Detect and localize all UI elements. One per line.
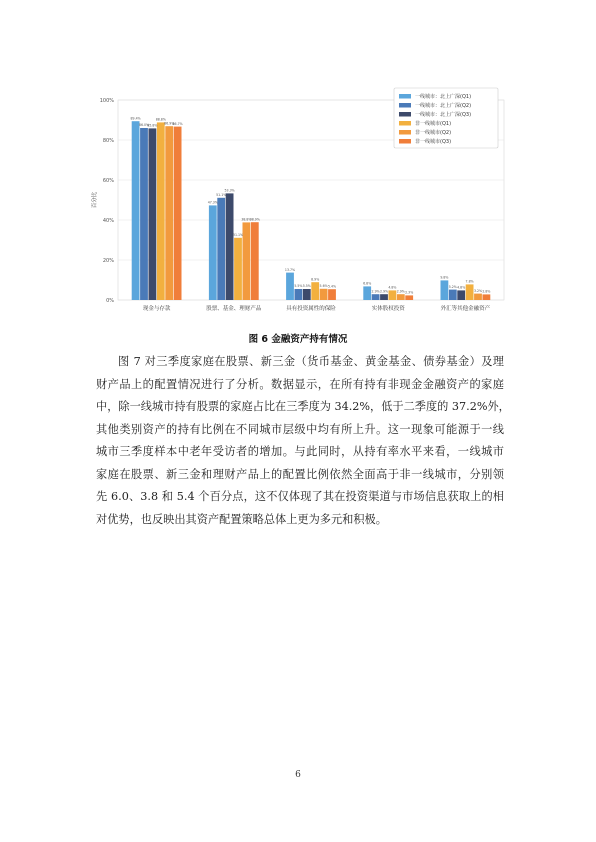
legend-swatch xyxy=(399,139,411,144)
paragraph-line: 图 7 对三季度家庭在股票、新三金（货币基金、黄金基金、债券基金）及理 xyxy=(118,355,504,368)
legend-swatch xyxy=(399,130,411,135)
bar xyxy=(243,222,251,300)
bar xyxy=(457,290,465,300)
y-tick-label: 100% xyxy=(99,97,114,104)
bar xyxy=(311,282,319,300)
data-label: 2.9% xyxy=(396,289,405,294)
bar xyxy=(483,294,491,300)
data-label: 88.8% xyxy=(155,117,166,122)
paragraph-line: 对优势，也反映出其资产配置策略总体上更为多元和积极。 xyxy=(96,512,387,526)
bar xyxy=(474,294,482,300)
paragraph-line: 财产品上的配置情况进行了分析。数据显示，在所有持有非现金金融资产的家庭 xyxy=(96,377,504,391)
bar xyxy=(328,289,336,300)
bar xyxy=(209,205,217,300)
legend-swatch xyxy=(399,121,411,126)
data-label: 53.3% xyxy=(224,188,235,193)
data-label: 5.6% xyxy=(319,284,328,288)
data-label: 5.5% xyxy=(302,284,311,289)
bar xyxy=(234,238,242,300)
bar xyxy=(449,290,457,300)
bar xyxy=(226,193,234,300)
legend-swatch xyxy=(399,112,411,117)
bar xyxy=(140,128,148,300)
bar xyxy=(157,122,165,300)
bar xyxy=(397,294,405,300)
y-tick-label: 60% xyxy=(102,177,114,184)
y-tick-label: 20% xyxy=(102,257,114,264)
bar xyxy=(303,289,311,300)
paragraph-line: 先 6.0、3.8 和 5.4 个百分点，这不仅体现了其在投资渠道与市场信息获取上的相 xyxy=(96,490,504,503)
bar xyxy=(174,127,182,300)
data-label: 2.9% xyxy=(379,289,389,294)
bar xyxy=(165,126,173,300)
bar xyxy=(441,280,449,300)
bar xyxy=(466,284,474,300)
x-tick-label: 具有投资属性的保险 xyxy=(286,306,336,312)
legend-label: 非一线城市(Q3) xyxy=(415,139,452,145)
y-tick-label: 40% xyxy=(102,217,114,224)
data-label: 5.4% xyxy=(327,284,337,289)
legend-label: 非一线城市(Q2) xyxy=(415,130,452,136)
data-label: 86.0% xyxy=(138,123,150,128)
bar xyxy=(380,294,388,300)
body-paragraph xyxy=(96,351,510,531)
y-tick-label: 80% xyxy=(102,137,114,144)
bar xyxy=(217,198,225,300)
bar xyxy=(132,121,140,300)
bar xyxy=(405,295,413,300)
data-label: 7.8% xyxy=(465,279,474,284)
data-label: 38.8% xyxy=(241,217,252,222)
page-number: 6 xyxy=(295,770,301,780)
legend-label: 一线城市：北上广深(Q1) xyxy=(415,94,472,100)
data-label: 89.4% xyxy=(130,116,141,121)
data-label: 31.1% xyxy=(232,233,244,237)
data-label: 6.8% xyxy=(363,281,372,286)
x-tick-label: 现金与存款 xyxy=(142,306,171,312)
data-label: 86.7% xyxy=(172,121,183,126)
data-label: 2.8% xyxy=(482,289,491,294)
paragraph-line: 城市三季度样本中老年受访者的增加。与此同时，从持有率水平来看，一线城市 xyxy=(96,445,504,458)
bar xyxy=(251,222,259,300)
bar xyxy=(320,289,328,300)
data-label: 4.8% xyxy=(457,285,466,290)
legend-swatch xyxy=(399,103,411,108)
y-tick-label: 0% xyxy=(106,297,114,304)
data-label: 85.8% xyxy=(147,123,158,128)
bar xyxy=(295,289,303,300)
figure-caption: 图 6 金融资产持有情况 xyxy=(248,334,348,345)
data-label: 5.2% xyxy=(448,284,457,289)
x-tick-label: 外汇等其他金融资产 xyxy=(440,306,491,312)
data-label: 2.3% xyxy=(405,290,414,295)
data-label: 86.9% xyxy=(164,121,175,126)
data-label: 4.8% xyxy=(388,285,397,290)
legend-swatch xyxy=(399,94,411,99)
legend-label: 一线城市：北上广深(Q2) xyxy=(415,103,472,109)
data-label: 5.5% xyxy=(294,284,303,289)
data-label: 8.9% xyxy=(311,277,320,282)
data-label: 51.1% xyxy=(216,193,227,197)
chart-svg xyxy=(80,80,520,320)
x-tick-label: 股票、基金、理财产品 xyxy=(206,306,262,312)
bar xyxy=(149,128,157,300)
legend-label: 非一线城市(Q1) xyxy=(415,121,452,127)
bar xyxy=(389,290,397,300)
x-tick-label: 实体股权投资 xyxy=(371,306,405,312)
paragraph-line: 其他类别资产的持有比例在不同城市层级中均有所上升。这一现象可能源于一线 xyxy=(96,422,504,436)
data-label: 9.8% xyxy=(440,275,449,280)
data-label: 2.9% xyxy=(371,289,380,294)
paragraph-line: 家庭在股票、新三金和理财产品上的配置比例依然全面高于非一线城市，分别领 xyxy=(96,467,504,481)
data-label: 3.2% xyxy=(473,288,483,293)
data-label: 38.9% xyxy=(249,217,260,222)
financial-assets-chart xyxy=(80,80,520,320)
bar xyxy=(372,294,380,300)
paragraph-line: 中，除一线城市持有股票的家庭占比在三季度为 34.2%，低于二季度的 37.2%外， xyxy=(96,400,510,413)
data-label: 47.3% xyxy=(207,200,218,205)
bar xyxy=(286,273,294,300)
legend-label: 一线城市：北上广深(Q3) xyxy=(415,112,472,118)
y-axis-label: 百分比 xyxy=(92,191,98,209)
data-label: 13.7% xyxy=(284,267,296,272)
bar xyxy=(363,286,371,300)
